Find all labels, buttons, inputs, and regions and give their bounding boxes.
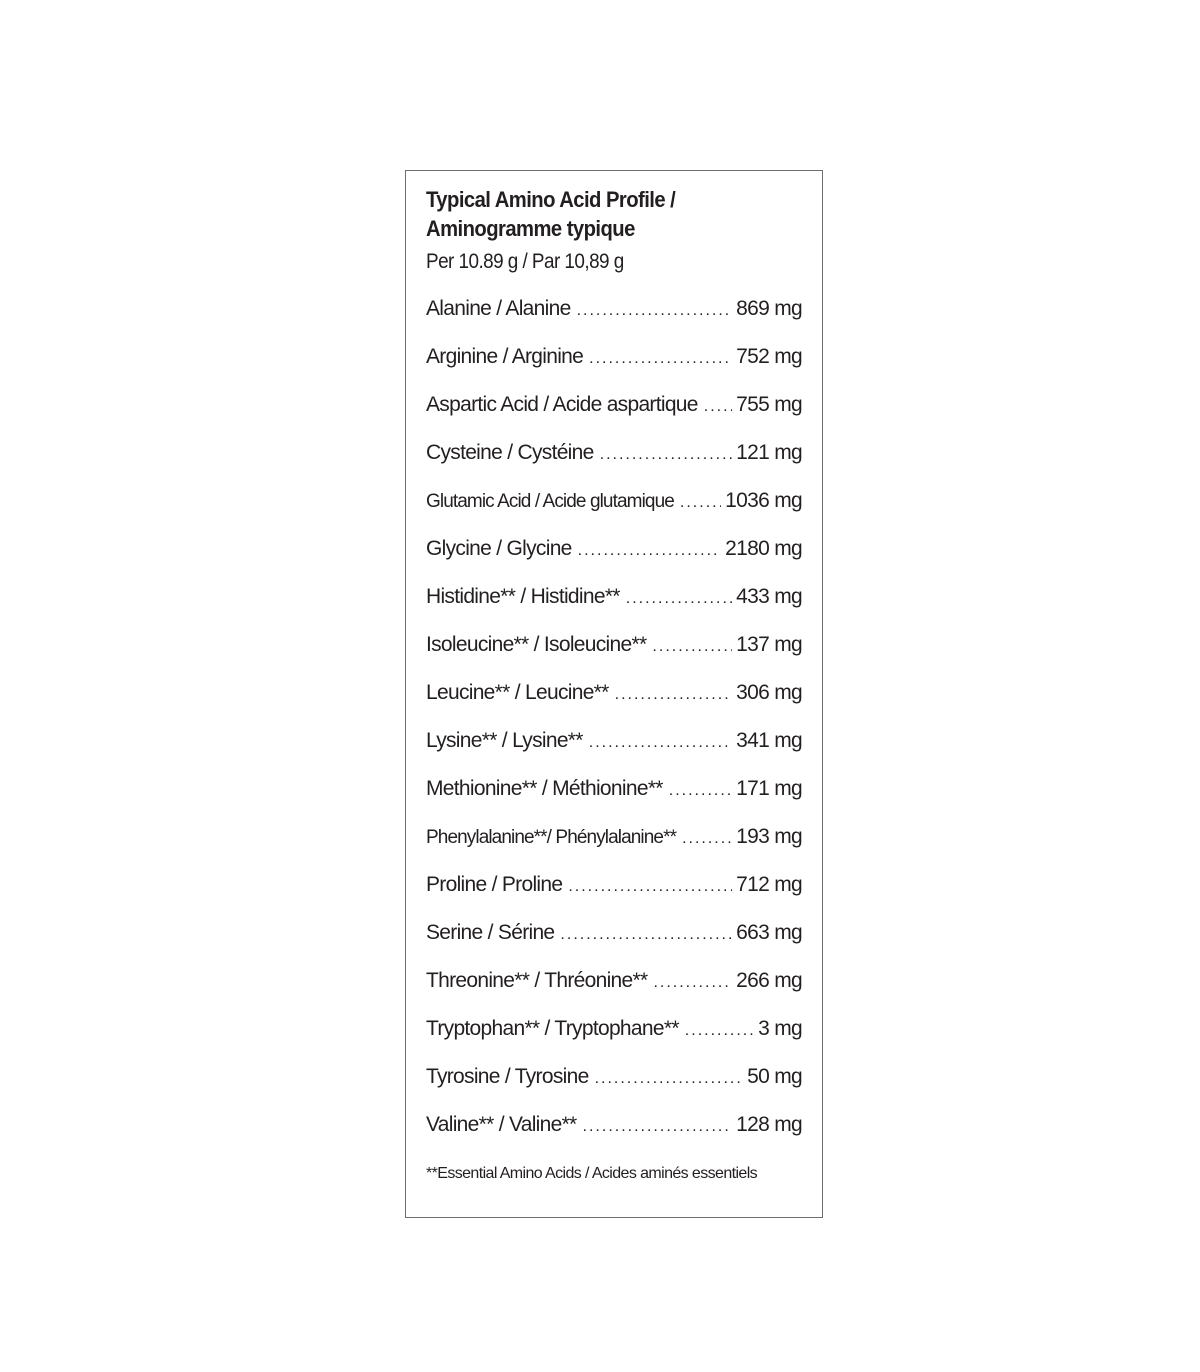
amino-acid-amount: 752 mg	[736, 345, 802, 368]
leader-dots	[560, 926, 732, 944]
amino-acid-amount: 2180 mg	[725, 537, 802, 560]
amino-acid-row	[426, 633, 802, 681]
leader-dots	[653, 974, 732, 992]
amino-acid-name: Aspartic Acid / Acide aspartique	[426, 393, 698, 416]
amino-acid-amount: 306 mg	[736, 681, 802, 704]
amino-acid-row	[426, 681, 802, 729]
amino-acid-name: Phenylalanine**/ Phénylalanine**	[426, 827, 677, 848]
amino-acid-name: Isoleucine** / Isoleucine**	[426, 633, 647, 656]
amino-acid-amount: 755 mg	[736, 393, 802, 416]
essential-amino-acids-footnote: **Essential Amino Acids / Acides aminés essentiels	[426, 1165, 758, 1182]
amino-acid-amount: 1036 mg	[725, 489, 802, 512]
amino-acid-row	[426, 489, 802, 537]
amino-acid-amount: 663 mg	[736, 921, 802, 944]
amino-acid-row	[426, 585, 802, 633]
leader-dots	[589, 734, 732, 752]
amino-acid-amount: 193 mg	[736, 825, 802, 848]
amino-acid-row	[426, 1017, 802, 1065]
amino-acid-row	[426, 969, 802, 1017]
leader-dots	[682, 830, 732, 848]
amino-acid-amount: 433 mg	[736, 585, 802, 608]
leader-dots	[704, 398, 732, 416]
leader-dots	[680, 494, 721, 512]
amino-acid-row	[426, 729, 802, 777]
amino-acid-name: Cysteine / Cystéine	[426, 441, 594, 464]
amino-acid-row	[426, 345, 802, 393]
leader-dots	[583, 1118, 733, 1136]
amino-acid-amount: 3 mg	[758, 1017, 802, 1040]
amino-acid-amount: 712 mg	[736, 873, 802, 896]
amino-acid-row	[426, 777, 802, 825]
leader-dots	[568, 878, 732, 896]
amino-acid-name: Threonine** / Thréonine**	[426, 969, 648, 992]
amino-acid-row	[426, 537, 802, 585]
amino-acid-name: Tyrosine / Tyrosine	[426, 1065, 589, 1088]
amino-acid-name: Serine / Sérine	[426, 921, 555, 944]
amino-acid-name: Leucine** / Leucine**	[426, 681, 609, 704]
amino-acid-amount: 128 mg	[736, 1113, 802, 1136]
amino-acid-row	[426, 1113, 802, 1161]
amino-acid-row	[426, 1065, 802, 1113]
amino-acid-amount: 121 mg	[736, 441, 802, 464]
amino-acid-amount: 171 mg	[736, 777, 802, 800]
amino-acid-name: Methionine** / Méthionine**	[426, 777, 663, 800]
amino-acid-name: Alanine / Alanine	[426, 297, 571, 320]
amino-acid-name: Lysine** / Lysine**	[426, 729, 583, 752]
leader-dots	[615, 686, 733, 704]
amino-acid-name: Valine** / Valine**	[426, 1113, 577, 1136]
panel-title-line-2: Aminogramme typique	[426, 216, 635, 241]
amino-acid-name: Proline / Proline	[426, 873, 563, 896]
amino-acid-amount: 266 mg	[736, 969, 802, 992]
amino-acid-profile-panel	[405, 170, 823, 1218]
serving-size: Per 10.89 g / Par 10,89 g	[426, 250, 624, 273]
panel-title-line-1: Typical Amino Acid Profile /	[426, 187, 676, 212]
leader-dots	[626, 590, 732, 608]
amino-acid-row	[426, 825, 802, 873]
leader-dots	[669, 782, 732, 800]
amino-acid-amount: 341 mg	[736, 729, 802, 752]
leader-dots	[595, 1070, 744, 1088]
amino-acid-row	[426, 921, 802, 969]
leader-dots	[577, 302, 733, 320]
amino-acid-name: Glycine / Glycine	[426, 537, 572, 560]
amino-acid-list	[426, 297, 802, 1161]
leader-dots	[578, 542, 722, 560]
amino-acid-amount: 50 mg	[747, 1065, 802, 1088]
amino-acid-row	[426, 393, 802, 441]
leader-dots	[600, 446, 733, 464]
leader-dots	[589, 350, 732, 368]
amino-acid-row	[426, 297, 802, 345]
amino-acid-row	[426, 873, 802, 921]
amino-acid-row	[426, 441, 802, 489]
amino-acid-name: Arginine / Arginine	[426, 345, 584, 368]
amino-acid-name: Tryptophan** / Tryptophane**	[426, 1017, 679, 1040]
amino-acid-amount: 137 mg	[736, 633, 802, 656]
amino-acid-amount: 869 mg	[736, 297, 802, 320]
leader-dots	[685, 1022, 754, 1040]
amino-acid-name: Glutamic Acid / Acide glutamique	[426, 491, 674, 512]
amino-acid-name: Histidine** / Histidine**	[426, 585, 620, 608]
leader-dots	[652, 638, 732, 656]
